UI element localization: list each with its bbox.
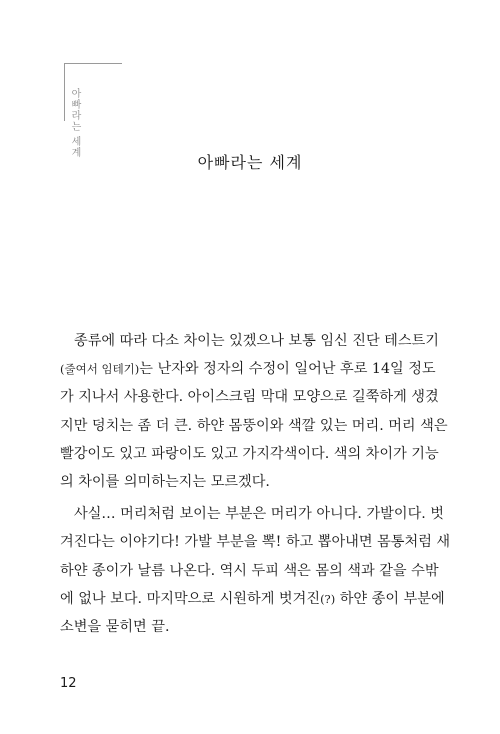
parenthetical: (?) bbox=[320, 591, 336, 606]
text-line: 지만 덩치는 좀 더 큰. 하얀 몸뚱이와 색깔 있는 머리. 머리 색은 bbox=[60, 417, 448, 434]
text-line: 의 차이를 의미하는지는 모르겠다. bbox=[60, 473, 270, 490]
chapter-title: 아빠라는 세계 bbox=[197, 153, 303, 172]
text-line bbox=[60, 355, 445, 383]
text-line bbox=[60, 585, 445, 613]
text-line: 사실… 머리처럼 보이는 부분은 머리가 아니다. 가발이다. 벗 bbox=[74, 506, 444, 523]
page-number: 12 bbox=[60, 676, 77, 691]
body-text bbox=[60, 327, 451, 641]
running-head: 아빠라는 세계 bbox=[69, 88, 80, 159]
text-line: 소변을 묻히면 끝. bbox=[60, 618, 170, 635]
text-span: 는 난자와 정자의 수정이 일어난 후로 14일 정도 bbox=[139, 361, 436, 378]
text-line: 빨강이도 있고 파랑이도 있고 가지각색이다. 색의 차이가 기능 bbox=[60, 445, 439, 462]
paragraph-1 bbox=[60, 327, 448, 496]
text-line: 하얀 종이가 날름 나온다. 역시 두피 색은 몸의 색과 같을 수밖 bbox=[60, 562, 439, 579]
text-span: 하얀 종이 부분에 bbox=[335, 590, 445, 607]
text-span: 에 없나 보다. 마지막으로 시원하게 벗겨진 bbox=[60, 590, 321, 607]
text-line: 가 지나서 사용한다. 아이스크림 막대 모양으로 길쭉하게 생겼 bbox=[60, 389, 439, 406]
text-line: 종류에 따라 다소 차이는 있겠으나 보통 임신 진단 테스트기 bbox=[74, 333, 440, 349]
corner-rule-horizontal bbox=[64, 63, 122, 64]
parenthetical: (줄여서 임테기) bbox=[60, 362, 140, 377]
paragraph-2 bbox=[60, 500, 451, 641]
text-line: 겨진다는 이야기다! 가발 부분을 뽁! 하고 뽑아내면 몸통처럼 새 bbox=[60, 534, 451, 551]
corner-rule-vertical bbox=[64, 63, 65, 121]
